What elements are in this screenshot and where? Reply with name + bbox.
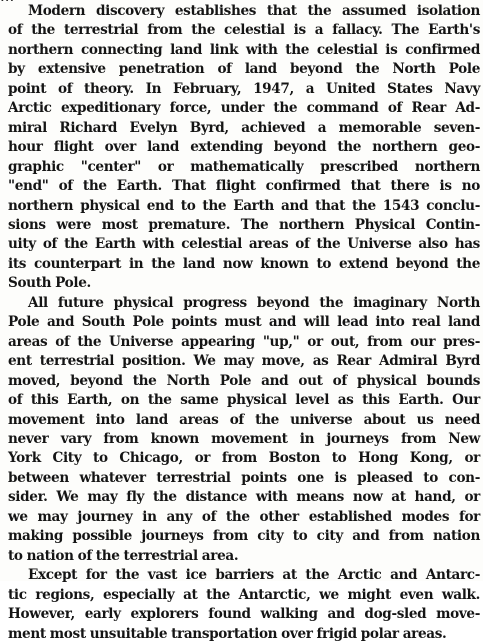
paragraph xyxy=(8,566,480,644)
text-line: York City to Chicago, or from Boston to Hong Kong, or xyxy=(8,450,480,467)
text-line: tic regions, especially at the Antarctic, we might even walk. xyxy=(8,586,480,603)
text-line: point of theory. In February, 1947, a United States Navy xyxy=(8,80,480,97)
text-line: its counterpart in the land now known to extend beyond the xyxy=(8,255,480,272)
text-line: movement into land areas of the universe about us need xyxy=(8,411,480,428)
text-line: South Pole. xyxy=(8,275,91,292)
text-line: moved, beyond the North Pole and out of physical bounds xyxy=(8,372,480,389)
text-line: ment most unsuitable transportation over frigid polar areas. xyxy=(8,625,447,642)
text-line: sider. We may fly the distance with means now at hand, or xyxy=(8,489,480,506)
paragraph xyxy=(8,294,480,566)
text-line: between whatever terrestrial points one is pleased to con- xyxy=(8,469,480,486)
text-line: hour flight over land extending beyond the northern geo- xyxy=(8,139,480,156)
text-line: Pole and South Pole points must and will lead into real land xyxy=(8,314,480,331)
text-line: graphic "center" or mathematically prescribed northern xyxy=(8,158,480,175)
text-line: ent terrestrial position. We may move, as Rear Admiral Byrd xyxy=(8,353,480,370)
text-line: sions were most premature. The northern Physical Contin- xyxy=(8,216,480,233)
body-text xyxy=(8,2,480,644)
text-line: northern physical end to the Earth and that the 1543 conclu- xyxy=(8,197,480,214)
text-line: "end" of the Earth. That flight confirmed that there is no xyxy=(8,178,480,195)
text-line: making possible journeys from city to city and from nation xyxy=(8,528,480,545)
text-line: miral Richard Evelyn Byrd, achieved a memorable seven- xyxy=(8,119,480,136)
text-line: we may journey in any of the other established modes for xyxy=(8,508,480,525)
text-line: by extensive penetration of land beyond the North Pole xyxy=(8,61,480,78)
text-line: Arctic expeditionary force, under the command of Rear Ad- xyxy=(8,100,480,117)
text-line: never vary from known movement in journeys from New xyxy=(8,430,480,447)
text-line: northern connecting land link with the celestial is confirmed xyxy=(8,41,480,58)
text-line: of the terrestrial from the celestial is a fallacy. The Earth's xyxy=(8,22,480,39)
paragraph xyxy=(8,2,480,294)
text-line: uity of the Earth with celestial areas of the Universe also has xyxy=(8,236,480,253)
text-line: However, early explorers found walking and dog-sled move- xyxy=(8,606,480,623)
text-line: areas of the Universe appearing "up," or out, from our pres- xyxy=(8,333,480,350)
text-line: of this Earth, on the same physical level as this Earth. Our xyxy=(8,392,480,409)
text-line: Except for the vast ice barriers at the Arctic and Antarc- xyxy=(28,567,480,584)
text-line: Modern discovery establishes that the assumed isolation xyxy=(28,3,480,19)
text-line: All future physical progress beyond the imaginary North xyxy=(28,294,480,311)
text-line: to nation of the terrestrial area. xyxy=(8,547,239,564)
